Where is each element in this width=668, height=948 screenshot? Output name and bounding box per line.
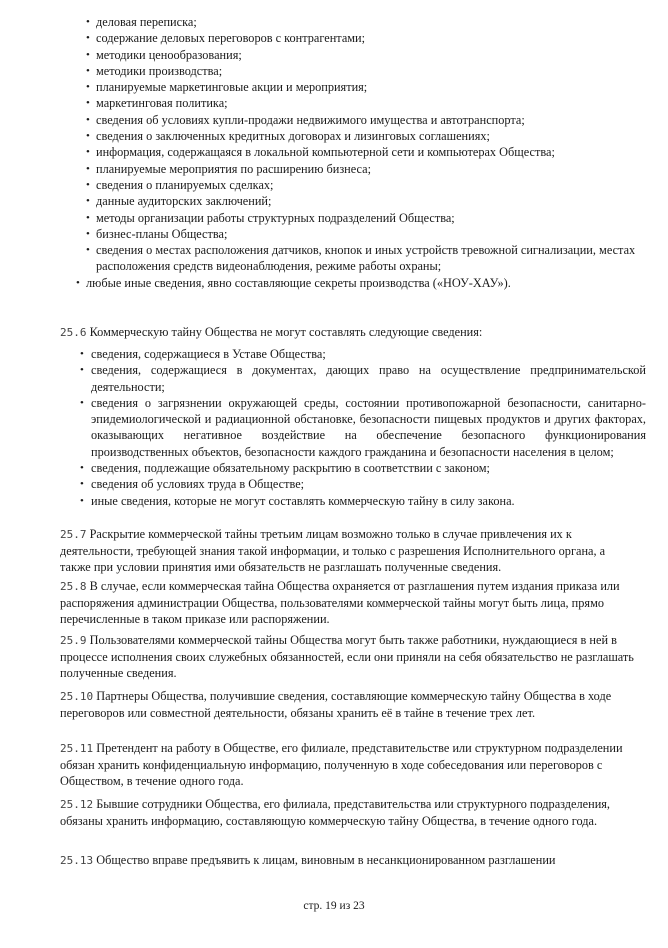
list-item: • сведения об условиях купли-продажи недвижимого имущества и автотранспорта; [86, 112, 646, 128]
section-number: 25.9 [60, 634, 87, 647]
list-item: • данные аудиторских заключений; [86, 193, 646, 209]
list-item: • содержание деловых переговоров с контрагентами; [86, 30, 646, 46]
non-confidential-info-list [80, 346, 646, 509]
section-number: 25.7 [60, 528, 87, 541]
section-25-6 [60, 324, 636, 341]
section-text: Партнеры Общества, получившие сведения, составляющие коммерческую тайну Общества в ходе переговоров или совместной деятельности, обязаны хранить её в тайне в течение трех лет. [60, 689, 612, 721]
list-item: • деловая переписка; [86, 14, 646, 30]
list-item: • иные сведения, которые не могут составлять коммерческую тайну в силу закона. [80, 493, 646, 509]
section-text: Бывшие сотрудники Общества, его филиала, представительства или структурного подразделения, обязаны хранить информацию, составляющую коммерческую тайну Общества, в течение одного года. [60, 797, 610, 829]
list-item: • информация, содержащаяся в локальной компьютерной сети и компьютерах Общества; [86, 144, 646, 160]
section-25-12 [60, 796, 636, 829]
list-item: • сведения об условиях труда в Обществе; [80, 476, 646, 492]
section-25-10 [60, 688, 636, 721]
list-item: • сведения, подлежащие обязательному раскрытию в соответствии с законом; [80, 460, 646, 476]
section-25-13 [60, 852, 636, 869]
list-item: • любые иные сведения, явно составляющие секреты производства («НОУ-ХАУ»). [76, 275, 646, 291]
list-item: • планируемые маркетинговые акции и мероприятия; [86, 79, 646, 95]
list-item: • методики производства; [86, 63, 646, 79]
section-text: Общество вправе предъявить к лицам, виновным в несанкционированном разглашении [96, 853, 556, 867]
section-number: 25.10 [60, 690, 94, 703]
section-text: Претендент на работу в Обществе, его филиале, представительстве или структурном подразделении обязан хранить конфиденциальную информацию, полученную в ходе собеседования или переговоров с Обществом, в течение одного года. [60, 741, 623, 789]
list-item: • бизнес-планы Общества; [86, 226, 646, 242]
section-text: В случае, если коммерческая тайна Общества охраняется от разглашения путем издания приказа или распоряжения администрации Общества, пользователями коммерческой тайны могут быть лица, прямо перечисленные в таком приказе или распоряжении. [60, 579, 620, 627]
section-text: Раскрытие коммерческой тайны третьим лицам возможно только в случае привлечения их к деятельности, требующей знания такой информации, и только с разрешения Исполнительного органа, а также при условии принятия ими обязательств не разглашать полученные сведения. [60, 527, 606, 575]
section-number: 25.13 [60, 854, 94, 867]
section-25-9 [60, 632, 636, 682]
list-item: • сведения о заключенных кредитных договорах и лизинговых соглашениях; [86, 128, 646, 144]
section-number: 25.8 [60, 580, 87, 593]
section-25-7 [60, 526, 636, 576]
section-number: 25.12 [60, 798, 94, 811]
list-item: • сведения, содержащиеся в Уставе Общества; [80, 346, 646, 362]
section-text: Коммерческую тайну Общества не могут составлять следующие сведения: [89, 325, 483, 339]
section-25-8 [60, 578, 636, 628]
list-item: • планируемые мероприятия по расширению бизнеса; [86, 161, 646, 177]
section-25-11 [60, 740, 636, 790]
list-item: • сведения, содержащиеся в документах, дающих право на осуществление предпринимательской деятельности; [80, 362, 646, 395]
list-item: • методики ценообразования; [86, 47, 646, 63]
list-item: • сведения о планируемых сделках; [86, 177, 646, 193]
list-item: • сведения о загрязнении окружающей среды, состоянии противопожарной безопасности, санитарно-эпидемиологической и радиационной обстановке, безопасности пищевых продуктов и других факторах, оказывающих негативное воздействие на обеспечение безопасного функционирования производственных объектов, безопасности каждого гражданина и безопасности населения в целом; [80, 395, 646, 460]
list-item: • сведения о местах расположения датчиков, кнопок и иных устройств тревожной сигнализации, местах расположения средств видеонаблюдения, режиме работы охраны; [86, 242, 646, 275]
section-number: 25.6 [60, 326, 87, 339]
page-number: стр. 19 из 23 [303, 900, 365, 912]
section-text: Пользователями коммерческой тайны Общества могут быть также работники, нуждающиеся в ней в процессе исполнения своих служебных обязанностей, если они приняли на себя обязательство не разглашать полученные сведения. [60, 633, 634, 681]
section-number: 25.11 [60, 742, 94, 755]
list-item: • методы организации работы структурных подразделений Общества; [86, 210, 646, 226]
confidential-info-list [86, 14, 646, 291]
list-item: • маркетинговая политика; [86, 95, 646, 111]
